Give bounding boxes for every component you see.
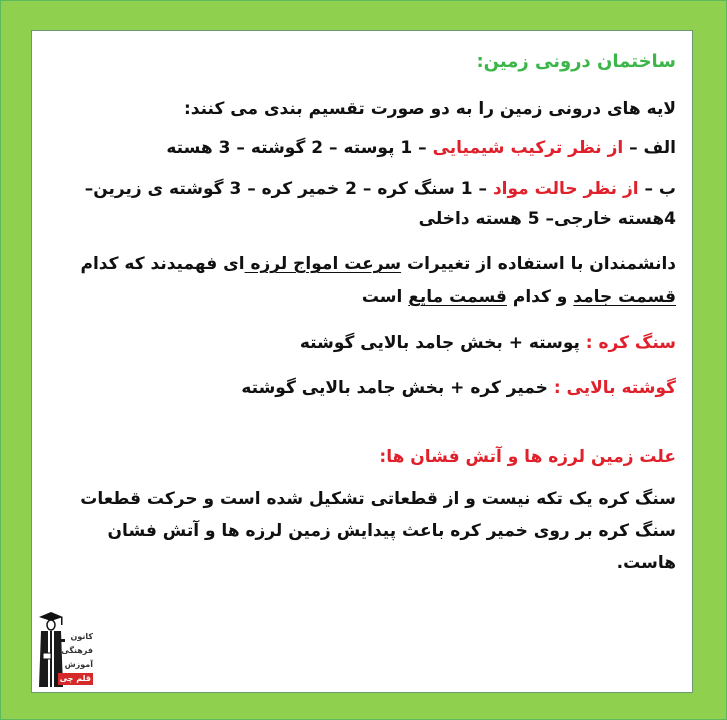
publisher-logo	[35, 609, 93, 691]
intro-text: لایه های درونی زمین را به دو صورت تقسیم بندی می کنند:	[184, 99, 676, 119]
solid-part-term: قسمت جامد	[573, 287, 676, 308]
logo-text-line1: کانون	[70, 632, 93, 641]
upper-mantle-text: خمیر کره + بخش جامد بالایی گوشته	[241, 377, 548, 398]
document-body	[52, 49, 676, 596]
upper-mantle-label: گوشته بالایی :	[547, 377, 676, 398]
cause-heading: علت زمین لرزه ها و آتش فشان ها:	[379, 446, 676, 467]
lithosphere-text: پوسته + بخش جامد بالایی گوشته	[299, 333, 580, 354]
lithosphere-definition	[52, 331, 676, 356]
classification-b-line1	[52, 174, 676, 204]
classification-a	[52, 136, 676, 161]
scientists-paragraph	[52, 248, 676, 314]
cause-paragraph: سنگ کره یک تکه نیست و از قطعاتی تشکیل شده است و حرکت قطعات سنگ کره بر روی خمیر کره باعث پیدایش زمین لرزه ها و آتش فشان هاست.	[80, 489, 676, 574]
classification-b-label: از نظر حالت مواد	[492, 179, 639, 200]
classification-a-label: از نظر ترکیب شیمیایی	[432, 137, 624, 158]
logo-text-line3: آموزش	[64, 660, 93, 669]
logo-text-line2: فرهنگی	[61, 646, 93, 655]
upper-mantle-definition	[52, 376, 676, 401]
scientists-part3: و کدام	[506, 287, 574, 308]
classification-b	[52, 174, 676, 234]
classification-b-items-1: – 1 سنگ کره – 2 خمیر کره – 3 گوشته ی زیرین–	[84, 179, 493, 200]
liquid-part-term: قسمت مایع	[408, 287, 507, 308]
scientists-part2: ای فهمیدند که کدام	[80, 254, 245, 275]
seismic-wave-speed-term: سرعت امواج لرزه	[244, 254, 402, 275]
classification-a-items: – 1 پوسته – 2 گوشته – 3 هسته	[166, 137, 433, 158]
scientists-part4: است	[361, 287, 409, 308]
classification-a-prefix: الف –	[623, 137, 676, 158]
section-title: ساختمان درونی زمین:	[476, 51, 676, 72]
classification-b-line2: 4هسته خارجی– 5 هسته داخلی	[418, 209, 676, 230]
scientists-part1: دانشمندان با استفاده از تغییرات	[401, 254, 676, 275]
classification-b-prefix: ب –	[638, 179, 676, 200]
logo-badge: قلم چی	[59, 674, 91, 683]
content-panel	[31, 30, 693, 693]
lithosphere-label: سنگ کره :	[579, 333, 676, 354]
